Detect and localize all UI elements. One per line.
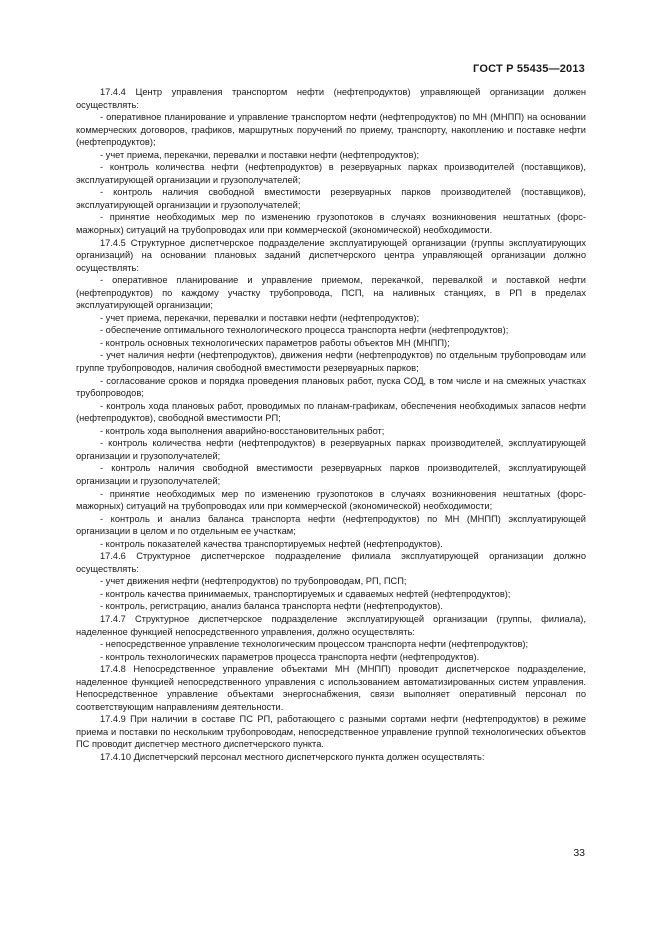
section-paragraph: 17.4.10 Диспетчерский персонал местного диспетчерского пункта должен осуществлять: bbox=[100, 751, 485, 762]
list-item: - контроль хода выполнения аварийно-восстановительных работ; bbox=[100, 425, 385, 436]
list-item: - контроль хода плановых работ, проводимых по планам-графикам, обеспечения необходимых запасов нефти (нефтепродуктов), свободной вместимости РП; bbox=[76, 400, 586, 424]
list-item: - учет приема, перекачки, перевалки и поставки нефти (нефтепродуктов); bbox=[100, 312, 420, 323]
list-item: - учет приема, перекачки, перевалки и поставки нефти (нефтепродуктов); bbox=[100, 149, 420, 160]
list-item: - контроль основных технологических параметров работы объектов МН (МНПП); bbox=[100, 337, 450, 348]
section-paragraph: 17.4.9 При наличии в составе ПС РП, работающего с разными сортами нефти (нефтепродуктов) в режиме приема и поставки по нескольким трубопроводам, непосредственное управление группой технологических объектов ПС проводит диспетчер местного диспетчерского пункта. bbox=[76, 714, 586, 750]
section-paragraph: 17.4.8 Непосредственное управление объектами МН (МНПП) проводит диспетчерское подразделение, наделенное функцией непосредственного управления с использованием автоматизированных систем управления. Непосредственное управление объектами энергоснабжения, связи выполняет оперативный персонал по соответствующим направлениям деятельности. bbox=[76, 664, 586, 712]
list-item: - оперативное планирование и управление приемом, перекачкой, перевалкой и поставкой нефти (нефтепродуктов) по каждому участку трубопровода, ПСП, на наливных станциях, в РП в пределах эксплуатирующей организации; bbox=[76, 275, 586, 311]
section-paragraph: 17.4.4 Центр управления транспортом нефти (нефтепродуктов) управляющей организации должен осуществлять: bbox=[76, 87, 586, 110]
list-item: - контроль количества нефти (нефтепродуктов) в резервуарных парках производителей, эксплуатирующей организации и грузополучателей; bbox=[76, 438, 586, 461]
document-code-header: ГОСТ Р 55435—2013 bbox=[473, 63, 585, 75]
list-item: - принятие необходимых мер по изменению грузопотоков в случаях возникновения нештатных (форс-мажорных) ситуаций на трубопроводах или при коммерческой (экономической) необходимости. bbox=[76, 212, 586, 236]
section-paragraph: 17.4.6 Структурное диспетчерское подразделение филиала эксплуатирующей организации должно осуществлять: bbox=[76, 551, 586, 574]
page-number: 33 bbox=[573, 847, 585, 859]
section-paragraph: 17.4.5 Структурное диспетчерское подразделение эксплуатирующей организации (группы эксплуатирующих организаций) на основании плановых заданий диспетчерского центра управляющей организации должно осуществлять: bbox=[76, 237, 586, 273]
list-item: - контроль качества принимаемых, транспортируемых и сдаваемых нефтей (нефтепродуктов); bbox=[100, 588, 511, 599]
list-item: - обеспечение оптимального технологического процесса транспорта нефти (нефтепродуктов); bbox=[100, 325, 509, 336]
list-item: - оперативное планирование и управление транспортом нефти (нефтепродуктов) по МН (МНПП) на основании коммерческих договоров, графиков, маршрутных поручений по приему, транспорту, накоплению и поставке нефти (нефтепродуктов); bbox=[76, 112, 586, 148]
list-item: - контроль наличия свободной вместимости резервуарных парков производителей, эксплуатирующей организации и грузополучателей; bbox=[76, 463, 586, 486]
list-item: - принятие необходимых мер по изменению грузопотоков в случаях возникновения нештатных (форс-мажорных) ситуаций на трубопроводах или при коммерческой (экономической) необходимости; bbox=[76, 488, 586, 512]
list-item: - контроль, регистрацию, анализ баланса транспорта нефти (нефтепродуктов). bbox=[100, 601, 443, 612]
list-item: - контроль наличия свободной вместимости резервуарных парков производителей (поставщиков), эксплуатирующей организации и грузополучателей; bbox=[76, 187, 586, 210]
list-item: - согласование сроков и порядка проведения плановых работ, пуска СОД, в том числе и на смежных участках трубопроводов; bbox=[76, 375, 586, 399]
list-item: - учет наличия нефти (нефтепродуктов), движения нефти (нефтепродуктов) по отдельным трубопроводам или группе трубопроводов, наличия свободной вместимости резервуарных парков; bbox=[76, 350, 586, 374]
document-body bbox=[76, 86, 586, 764]
section-paragraph: 17.4.7 Структурное диспетчерское подразделение эксплуатирующей организации (группы, филиала), наделенное функцией непосредственного управления, должно осуществлять: bbox=[76, 613, 586, 637]
list-item: - контроль и анализ баланса транспорта нефти (нефтепродуктов) по МН (МНПП) эксплуатирующей организации в целом и по отдельным ее участкам; bbox=[76, 513, 586, 537]
list-item: - контроль показателей качества транспортируемых нефтей (нефтепродуктов). bbox=[100, 538, 443, 549]
list-item: - контроль количества нефти (нефтепродуктов) в резервуарных парках производителей (поставщиков), эксплуатирующей организации и грузополучателей; bbox=[76, 162, 586, 185]
list-item: - контроль технологических параметров процесса транспорта нефти (нефтепродуктов). bbox=[100, 651, 480, 662]
list-item: - учет движения нефти (нефтепродуктов) по трубопроводам, РП, ПСП; bbox=[100, 576, 407, 587]
list-item: - непосредственное управление технологическим процессом транспорта нефти (нефтепродуктов); bbox=[100, 639, 529, 650]
